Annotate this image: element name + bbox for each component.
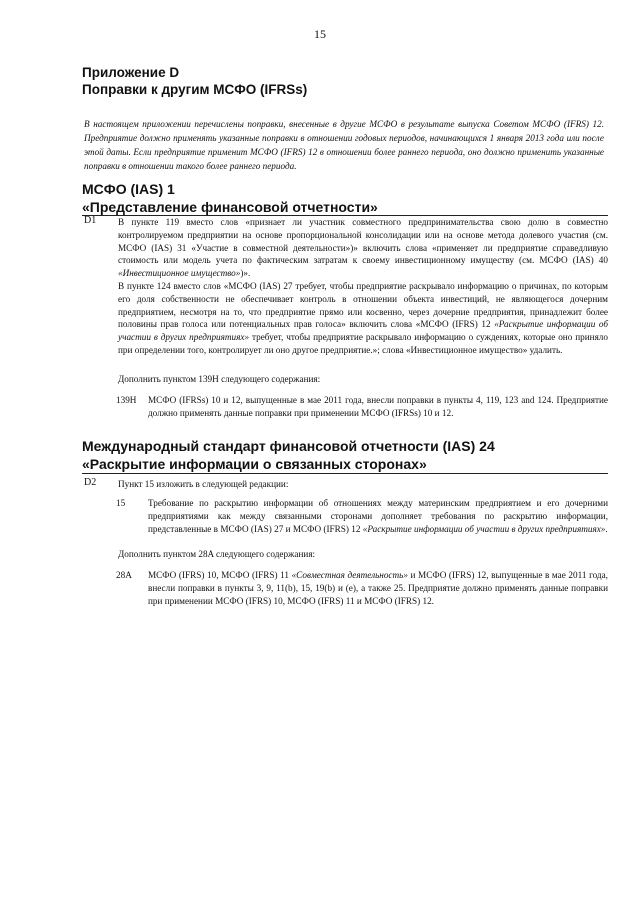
s1-p1-text: В пункте 119 вместо слов «признает ли участник совместного предпринимательства свою долю в совместно контролируемом предприятии на основе пропорциональной консолидации или на основе метода долевого участия (см. МСФО (IAS) 31 «Участие в совместной деятельности»)» включить слова «применяет ли предприятие справедливую стоимость или модель учета по фактическим затратам к своему инвестиционному имуществу (см. МСФО (IAS) 40 [118,217,608,266]
s1-p1-emphasis: «Инвестиционное имущество» [118,268,241,279]
s2-p2-emphasis: «Раскрытие информации об участии в других предприятиях» [362,523,606,534]
s2-p4-emphasis: «Совместная деятельность» [291,570,408,580]
s1-p4-number: 139H [116,395,137,405]
section1-title-line2: «Представление финансовой отчетности» [82,199,378,215]
appendix-title-line2: Поправки к другим МСФО (IFRSs) [82,82,308,97]
appendix-heading [82,64,307,98]
s2-p4-text-b: и МСФО (IFRS) 12, выпущенные в мае 2011 года, внесли поправки в пункты 3, 9, 11(b), 15, 19(b) и (e), а также 25. Предприятие должно применять данные поправки при применении МСФО (IFRS) 10, МСФО (IFRS) 11 и МСФО (IFRS) 12. [148,570,608,606]
section2-title-line2: «Раскрытие информации о связанных сторонах» [82,456,427,472]
section2-rule [82,473,608,474]
s1-p4-text: МСФО (IFRSs) 10 и 12, выпущенные в мае 2011 года, внесли поправки в пункты 4, 119, 123 and 124. Предприятие должно применять данные поправки при применении МСФО (IFRSs) 10 и 12. [148,395,608,418]
s2-p2-text: Требование по раскрытию информации об отношениях между материнским предприятием и его дочерними предприятиями как между связанными сторонами дополняет требования по раскрытию информации, представленные в МСФО (IAS) 27 и МСФО (IFRS) 12 [148,498,608,534]
appendix-title-line1: Приложение D [82,65,180,80]
section2-paragraph-28a [116,569,608,607]
s1-p2-text-b: требует, чтобы предприятие раскрывало информацию о суждениях, которые оно приняло при определении того, контролирует ли оно другое предприятие.»; слова «Инвестиционное имущество» удалить. [118,332,608,355]
s1-p1-end: )». [240,268,251,279]
page-number: 15 [314,27,326,41]
section2-tag: D2 [84,477,97,488]
section1-tag: D1 [84,215,97,226]
section1-paragraph-add: Дополнить пунктом 139H следующего содержания: [118,374,321,384]
s2-p2-number: 15 [116,498,126,508]
section2-paragraph-add: Дополнить пунктом 28A следующего содержания: [118,549,316,559]
s2-p4-number: 28A [116,570,132,580]
section1-paragraph-139h [116,394,608,420]
section2-paragraph-15 [116,497,608,535]
section1-heading [82,180,378,216]
section2-paragraph-15-intro: Пункт 15 изложить в следующей редакции: [118,479,289,489]
s1-p2-text: В пункте 124 вместо слов «МСФО (IAS) 27 требует, чтобы предприятие раскрывало информацию о причинах, по которым его доля собственности не обеспечивает контроль в отношении объекта инвестиций, не являющегося дочерним предприятием, несмотря на то, что предприятие прямо или косвенно, через дочерние предприятия, принадлежит более половины прав голоса или потенциальных прав голоса» включить слова «МСФО (IFRS) 12 [118,281,608,330]
s2-p4-text: МСФО (IFRS) 10, МСФО (IFRS) 11 [148,570,292,580]
s2-p2-end: . [605,523,608,534]
section1-title-line1: МСФО (IAS) 1 [82,181,175,197]
section1-paragraph-124 [118,280,608,357]
s1-p2-emphasis: «Раскрытие информации об участии в других предприятиях» [118,319,608,343]
section1-paragraph-119 [118,216,608,280]
appendix-intro: В настоящем приложении перечислены поправки, внесенные в другие МСФО в результате выпуска Советом МСФО (IFRS) 12. Предприятие должно применять указанные поправки в отношении годовых периодов, начинающихся 1 января 2013 года или после этой даты. Если предприятие применит МСФО (IFRS) 12 в отношении более раннего периода, оно должно применить указанные поправки в отношении такого более раннего периода. [84,119,604,171]
section2-heading [82,437,495,473]
section2-title-line1: Международный стандарт финансовой отчетности (IAS) 24 [82,438,495,454]
